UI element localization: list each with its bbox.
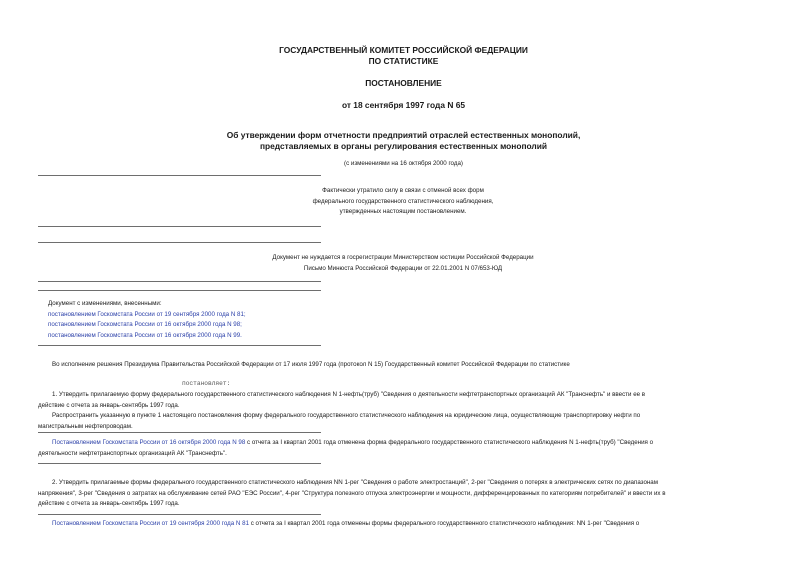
note-1-text-line-2: деятельности нефтетранспортных организаций АК "Транснефть". — [38, 449, 227, 457]
committee-name — [0, 45, 807, 67]
committee-line-2: ПО СТАТИСТИКЕ — [368, 56, 439, 66]
divider — [38, 281, 321, 282]
item-1-line-4: магистральным нефтепроводам. — [38, 422, 133, 430]
item-1-line-3: Распространить указанную в пункте 1 настоящего постановления форму федерального государственного статистического наблюдения на юридические лица, осуществляющие транспортировку нефти по — [52, 412, 641, 419]
document-title — [0, 130, 807, 152]
registration-note — [38, 253, 768, 274]
revision-note: (с изменениями на 16 октября 2000 года) — [344, 160, 463, 167]
registration-line-2: Письмо Минюста Российской Федерации от 22.01.2001 N 07/653-ЮД — [303, 264, 503, 272]
item-2 — [38, 478, 768, 510]
item-2-line-3: действие с отчета за январь-сентябрь 1997 года. — [38, 500, 180, 507]
divider — [38, 290, 321, 291]
amendment-link[interactable]: постановлением Госкомстата России от 19 сентября 2000 года N 81; — [48, 310, 246, 318]
status-note-line-1: Фактически утратило силу в связи с отменой всех форм — [322, 187, 484, 194]
status-note — [38, 186, 768, 218]
note-2-link[interactable]: Постановлением Госкомстата России от 19 сентября 2000 года N 81 — [52, 520, 250, 527]
status-note-line-3: утвержденных настоящим постановлением. — [339, 208, 467, 215]
note-2-text: с отчета за I квартал 2001 года отменены формы федерального государственного статистического наблюдения: NN 1-рег "Сведения о — [249, 520, 640, 527]
note-1 — [38, 438, 768, 459]
committee-line-1: ГОСУДАРСТВЕННЫЙ КОМИТЕТ РОССИЙСКОЙ ФЕДЕРАЦИИ — [279, 45, 528, 55]
amendments-list — [48, 299, 246, 341]
registration-line-1: Документ не нуждается в госрегистрации Министерством юстиции Российской Федерации — [272, 254, 534, 261]
note-1-link[interactable]: Постановлением Госкомстата России от 16 октября 2000 года N 98 — [52, 439, 246, 446]
item-2-line-2: напряжения", 3-рег "Сведения о затратах на обслуживание сетей РАО "ЕЭС России", 4-рег "Структура полезного отпуска электроэнергии и мощности, дифференцированных по категориям потребителей" и ввести их в — [38, 489, 666, 497]
item-1-line-2: действие с отчета за январь-сентябрь 1997 года. — [38, 401, 180, 409]
divider — [38, 432, 321, 433]
divider — [38, 175, 321, 176]
amendments-intro: Документ с изменениями, внесенными: — [48, 300, 162, 307]
amendment-link[interactable]: постановлением Госкомстата России от 16 октября 2000 года N 98; — [48, 321, 242, 328]
title-line-1: Об утверждении форм отчетности предприятий отраслей естественных монополий, — [226, 130, 581, 140]
decree-word: постановляет: — [182, 380, 231, 387]
divider — [38, 226, 321, 227]
title-line-2: представляемых в органы регулирования естественных монополий — [259, 141, 548, 151]
preamble: Во исполнение решения Президиума Правительства Российской Федерации от 17 июля 1997 года (протокол N 15) Государственный комитет Российской Федерации по статистике — [52, 361, 570, 368]
note-2 — [38, 519, 768, 530]
divider — [38, 242, 321, 243]
note-1-text: с отчета за I квартал 2001 года отменена форма федерального государственного статистического наблюдения N 1-нефть(труб) "Сведения о — [245, 439, 654, 446]
document-type: ПОСТАНОВЛЕНИЕ — [365, 78, 442, 88]
item-1-line-1: 1. Утвердить прилагаемую форму федерального государственного статистического наблюдения N 1-нефть(труб) "Сведения о деятельности нефтетранспортных организаций АК "Транснефть" и ввести ее в — [52, 391, 646, 398]
item-2-line-1: 2. Утвердить прилагаемые формы федерального государственного статистического наблюдения NN 1-рег "Сведения о работе электростанций", 2-рег "Сведения о потерях в электрических сетях по диапазонам — [52, 479, 659, 486]
amendment-link[interactable]: постановлением Госкомстата России от 16 октября 2000 года N 99. — [48, 331, 242, 339]
item-1 — [38, 390, 768, 432]
document-date: от 18 сентября 1997 года N 65 — [341, 100, 466, 110]
divider — [38, 463, 321, 464]
status-note-line-2: федерального государственного статистического наблюдения, — [312, 197, 494, 205]
divider — [38, 345, 321, 346]
divider — [38, 514, 321, 515]
